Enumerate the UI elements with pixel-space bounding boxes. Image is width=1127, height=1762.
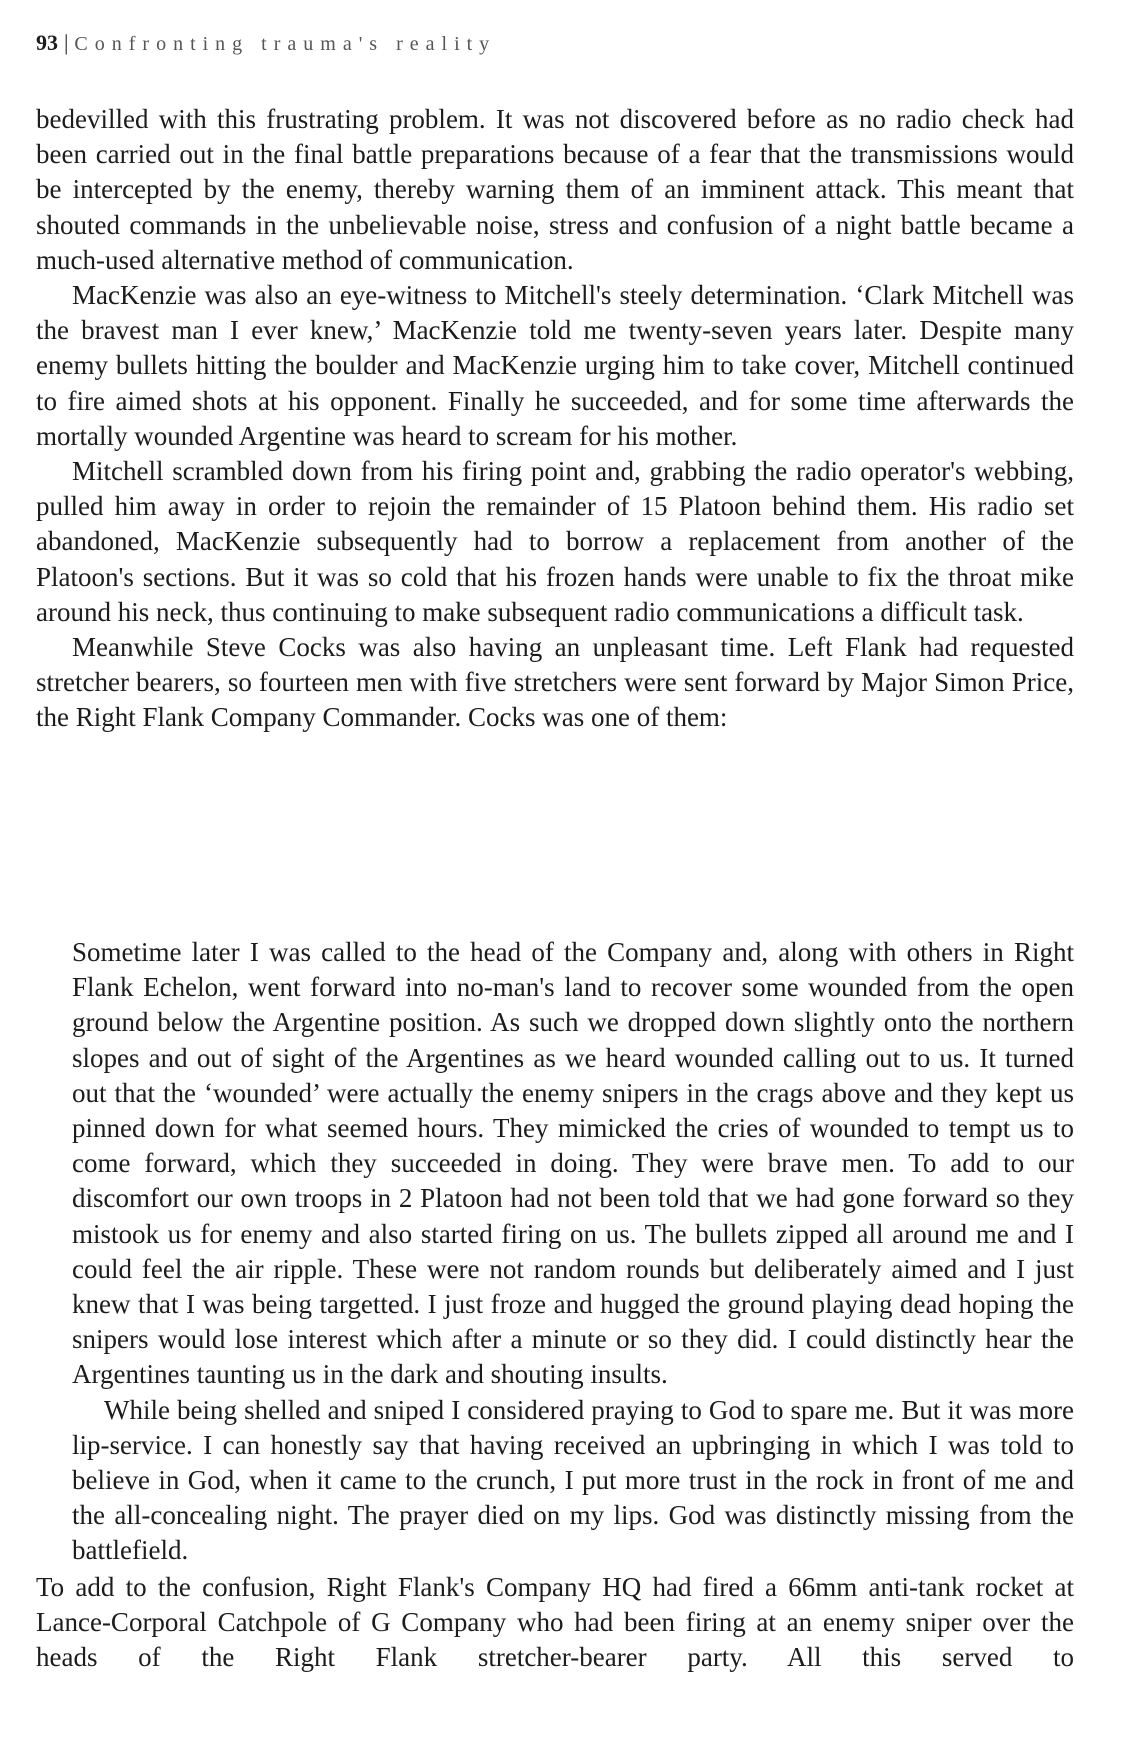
- block-quote: [72, 935, 1074, 1569]
- running-title: Confronting trauma's reality: [74, 33, 497, 55]
- page-number: 93: [36, 30, 58, 55]
- paragraph-continues: To add to the confusion, Right Flank's Company HQ had fired a 66mm anti-tank rocket at Lance-Corporal Catchpole of G Company who had been firing at an enemy sniper over the heads of the Right Flank stretcher-bearer party. All this served to: [36, 1572, 1074, 1673]
- paragraph: Mitchell scrambled down from his firing point and, grabbing the radio operator's webbing, pulled him away in order to rejoin the remainder of 15 Platoon behind them. His radio set abandoned, MacKenzie subsequently had to borrow a replacement from another of the Platoon's sections. But it was so cold that his frozen hands were unable to fix the throat mike around his neck, thus continuing to make subsequent radio communications a difficult task.: [36, 456, 1074, 627]
- quote-paragraph: While being shelled and sniped I considered praying to God to spare me. But it was more lip-service. I can honestly say that having received an upbringing in which I was told to believe in God, when it came to the crunch, I put more trust in the rock in front of me and the all-concealing night. The prayer died on my lips. God was distinctly missing from the battlefield.: [72, 1394, 1074, 1566]
- closing-text: [36, 1570, 1074, 1676]
- paragraph: Meanwhile Steve Cocks was also having an unpleasant time. Left Flank had requested stretcher bearers, so fourteen men with five stretchers were sent forward by Major Simon Price, the Right Flank Company Commander. Cocks was one of them:: [36, 632, 1074, 733]
- main-text: [36, 102, 1074, 736]
- paragraph-continued: bedevilled with this frustrating problem. It was not discovered before as no radio check had been carried out in the final battle preparations because of a fear that the transmissions would be intercepted by the enemy, thereby warning them of an imminent attack. This meant that shouted commands in the unbelievable noise, stress and confusion of a night battle became a much-used alternative method of communication.: [36, 104, 1074, 275]
- running-header: [36, 30, 496, 56]
- quote-paragraph: Sometime later I was called to the head of the Company and, along with others in Right Flank Echelon, went forward into no-man's land to recover some wounded from the open ground below the Argentine position. As such we dropped down slightly onto the northern slopes and out of sight of the Argentines as we heard wounded calling out to us. It turned out that the ‘wounded’ were actually the enemy snipers in the crags above and they kept us pinned down for what seemed hours. They mimicked the cries of wounded to tempt us to come forward, which they succeeded in doing. They were brave men. To add to our discomfort our own troops in 2 Platoon had not been told that we had gone forward so they mistook us for enemy and also started firing on us. The bullets zipped all around me and I could feel the air ripple. These were not random rounds but deliberately aimed and I just knew that I was being targetted. I just froze and hugged the ground playing dead hoping the snipers would lose interest which after a minute or so they did. I could distinctly hear the Argentines taunting us in the dark and shouting insults.: [72, 937, 1074, 1390]
- paragraph: MacKenzie was also an eye-witness to Mitchell's steely determination. ‘Clark Mitchell was the bravest man I ever knew,’ MacKenzie told me twenty-seven years later. Despite many enemy bullets hitting the boulder and MacKenzie urging him to take cover, Mitchell continued to fire aimed shots at his opponent. Finally he succeeded, and for some time afterwards the mortally wounded Argentine was heard to scream for his mother.: [36, 280, 1074, 451]
- header-separator: |: [64, 30, 69, 55]
